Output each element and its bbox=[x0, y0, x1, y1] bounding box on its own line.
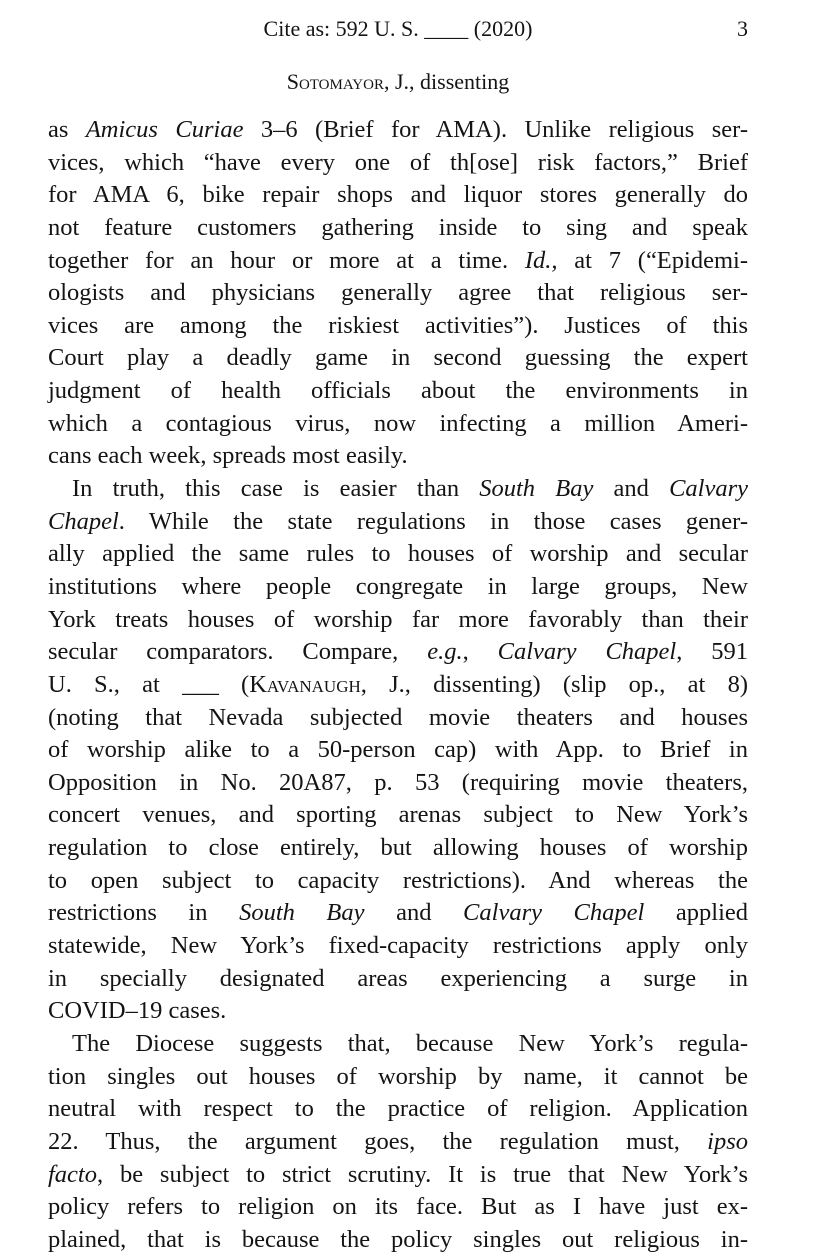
text-line: together for an hour or more at a time. Id., at 7 (“Epidemi- bbox=[48, 246, 748, 274]
text-line: vices, which “have every one of th[ose] risk factors,” Brief bbox=[48, 148, 748, 176]
text-line: (noting that Nevada subjected movie theaters and houses bbox=[48, 703, 748, 731]
text-line: policy refers to religion on its face. But as I have just ex- bbox=[48, 1193, 748, 1221]
text-line: cans each week, spreads most easily. bbox=[48, 442, 408, 470]
text-line: Chapel. While the state regulations in those cases gener- bbox=[48, 507, 748, 535]
text-line: Opposition in No. 20A87, p. 53 (requiring movie theaters, bbox=[48, 768, 748, 796]
page-number: 3 bbox=[737, 16, 748, 41]
text-line: In truth, this case is easier than South Bay and Calvary bbox=[72, 475, 748, 503]
text-line: facto, be subject to strict scrutiny. It is true that New York’s bbox=[48, 1160, 748, 1188]
text-line: ologists and physicians generally agree that religious ser- bbox=[48, 279, 748, 307]
text-line: in specially designated areas experiencing a surge in bbox=[48, 964, 748, 992]
text-line: neutral with respect to the practice of religion. Application bbox=[48, 1095, 748, 1123]
opinion-body bbox=[48, 114, 748, 1256]
text-line: York treats houses of worship far more favorably than their bbox=[48, 605, 748, 633]
text-line: regulation to close entirely, but allowing houses of worship bbox=[48, 834, 748, 862]
text-line: Court play a deadly game in second guessing the expert bbox=[48, 344, 748, 372]
text-line: COVID–19 cases. bbox=[48, 997, 227, 1025]
text-line: vices are among the riskiest activities”). Justices of this bbox=[48, 311, 748, 339]
text-line: plained, that is because the policy singles out religious in- bbox=[48, 1225, 748, 1253]
text-line: to open subject to capacity restrictions). And whereas the bbox=[48, 866, 748, 894]
text-line: of worship alike to a 50-person cap) with App. to Brief in bbox=[48, 736, 748, 764]
text-line: as Amicus Curiae 3–6 (Brief for AMA). Unlike religious ser- bbox=[48, 116, 748, 143]
text-line: tion singles out houses of worship by name, it cannot be bbox=[48, 1062, 748, 1090]
text-line: 22. Thus, the argument goes, the regulation must, ipso bbox=[48, 1127, 748, 1155]
citation-line: Cite as: 592 U. S. ____ (2020) bbox=[263, 16, 533, 41]
text-line: judgment of health officials about the environments in bbox=[48, 377, 748, 405]
text-line: concert venues, and sporting arenas subject to New York’s bbox=[48, 801, 748, 829]
opinion-author-line: Sotomayor, J., dissenting bbox=[286, 69, 510, 94]
text-line: not feature customers gathering inside to sing and speak bbox=[48, 213, 748, 241]
text-line: ally applied the same rules to houses of worship and secular bbox=[48, 540, 748, 568]
text-line: institutions where people congregate in large groups, New bbox=[48, 572, 748, 600]
text-line: secular comparators. Compare, e.g., Calvary Chapel, 591 bbox=[48, 638, 749, 666]
text-line: which a contagious virus, now infecting a million Ameri- bbox=[48, 409, 748, 437]
text-line: statewide, New York’s fixed-capacity restrictions apply only bbox=[48, 932, 748, 960]
running-header bbox=[48, 14, 748, 44]
text-line: The Diocese suggests that, because New York’s regula- bbox=[72, 1029, 748, 1057]
text-line: U. S., at ___ (Kavanaugh, J., dissenting) (slip op., at 8) bbox=[48, 670, 748, 698]
text-line: for AMA 6, bike repair shops and liquor stores generally do bbox=[48, 181, 748, 209]
text-line: restrictions in South Bay and Calvary Chapel applied bbox=[48, 899, 749, 927]
